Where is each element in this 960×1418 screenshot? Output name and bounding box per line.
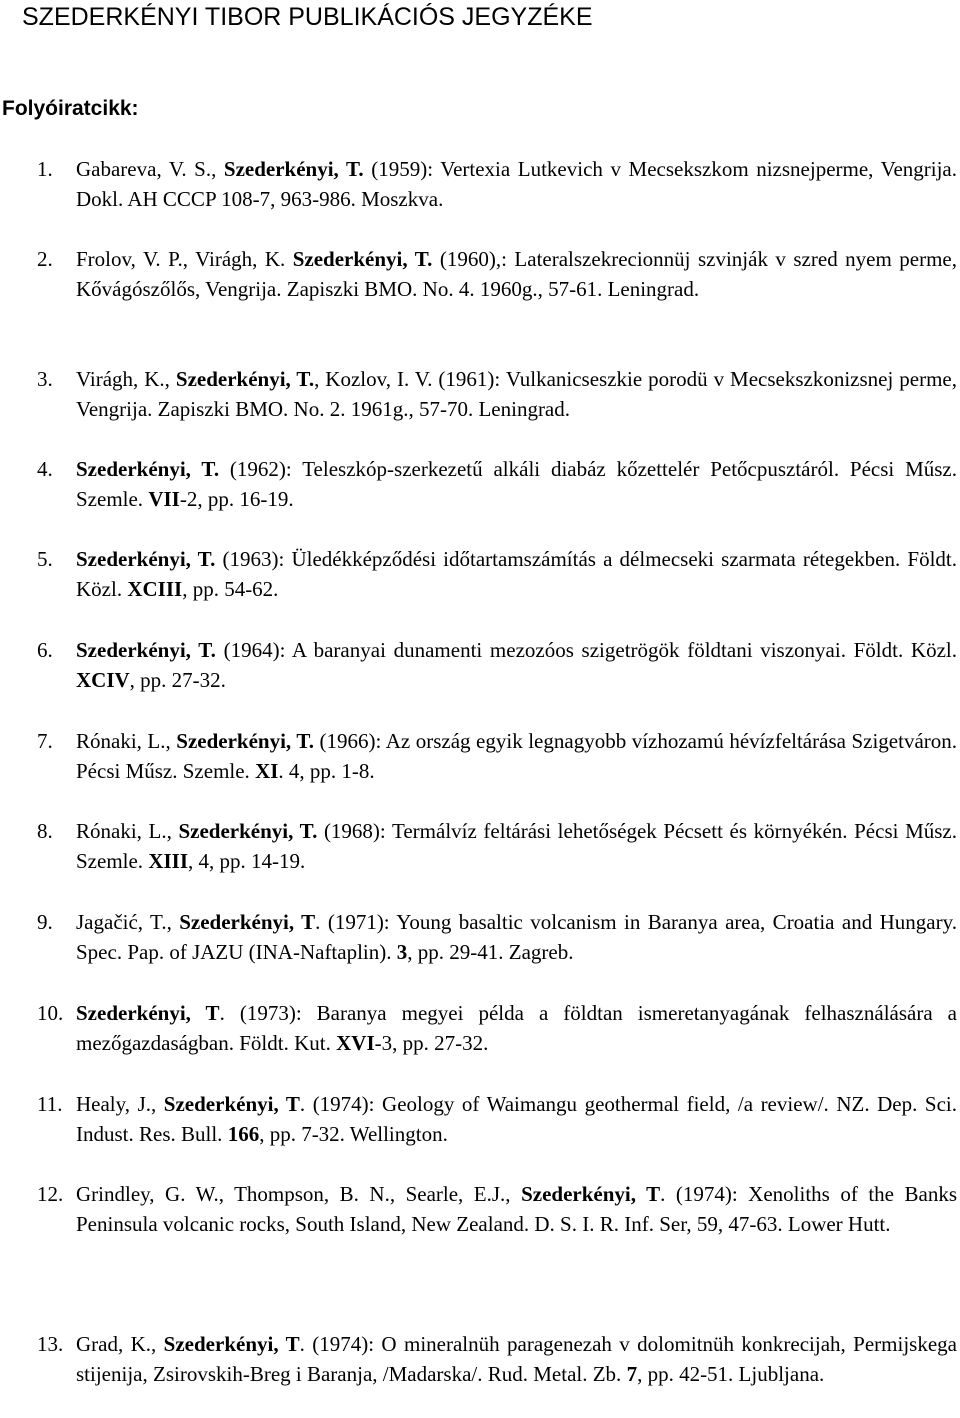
item-text: Virágh, K., Szederkényi, T., Kozlov, I. V. (1961): Vulkanicseszkie porodü v Mecsekszkonizsnej perme, Vengrija. Zapiszki BMO. No. 2. 1961g., 57-70. Leningrad. xyxy=(76,367,958,421)
bold-text: Szederkényi, T xyxy=(521,1182,661,1206)
section-heading: Folyóiratcikk: xyxy=(2,97,139,120)
bold-text: Szederkényi, T xyxy=(76,1001,220,1025)
item-text: Frolov, V. P., Virágh, K. Szederkényi, T. (1960),: Lateralszekrecionnüj szvinják v szred nyem perme, Kővágószőlős, Vengrija. Zapiszki BMO. No. 4. 1960g., 57-61. Leningrad. xyxy=(76,247,957,301)
bold-text: Szederkényi, T. xyxy=(76,638,216,662)
item-number: 2. xyxy=(37,247,53,271)
bold-text: Szederkényi, T xyxy=(163,1092,300,1116)
bold-text: XIII xyxy=(148,849,188,873)
bold-text: Szederkényi, T. xyxy=(76,457,220,481)
bold-text: XCIII xyxy=(127,577,183,601)
item-number: 9. xyxy=(37,910,53,934)
item-text: Szederkényi, T. (1964): A baranyai dunamenti mezozóos szigetrögök földtani viszonyai. Földt. Közl. XCIV, pp. 27-32. xyxy=(76,638,957,692)
bold-text: Szederkényi, T. xyxy=(178,819,318,843)
item-number: 1. xyxy=(37,157,53,181)
item-text: Rónaki, L., Szederkényi, T. (1966): Az ország egyik legnagyobb vízhozamú hévízfeltárása Szigetváron. Pécsi Műsz. Szemle. XI. 4, pp. 1-8. xyxy=(76,729,958,783)
bold-text: 7 xyxy=(626,1362,638,1386)
bold-text: Szederkényi, T. xyxy=(176,729,315,753)
list-item xyxy=(37,454,957,514)
item-number: 13. xyxy=(37,1332,64,1356)
item-text: Grad, K., Szederkényi, T. (1974): O mineralnüh paragenezah v dolomitnüh konkrecijah, Permijskega stijenija, Zsirovskih-Breg i Baranja, /Madarska/. Rud. Metal. Zb. 7, pp. 42-51. Ljubljana. xyxy=(76,1332,957,1386)
item-number: 3. xyxy=(37,367,53,391)
list-item xyxy=(37,244,957,304)
list-item xyxy=(37,726,957,786)
bold-text: XCIV xyxy=(76,668,130,692)
item-text: Grindley, G. W., Thompson, B. N., Searle, E.J., Szederkényi, T. (1974): Xenoliths of the Banks Peninsula volcanic rocks, South Island, New Zealand. D. S. I. R. Inf. Ser, 59, 47-63. Lower Hutt. xyxy=(76,1182,957,1236)
list-item xyxy=(37,1089,957,1149)
list-item xyxy=(37,1329,957,1389)
item-text: Gabareva, V. S., Szederkényi, T. (1959): Vertexia Lutkevich v Mecsekszkom nizsnejperme, Vengrija. Dokl. AH CCCP 108-7, 963-986. Moszkva. xyxy=(76,157,957,211)
item-number: 12. xyxy=(37,1182,64,1206)
bold-text: Szederkényi, T. xyxy=(76,547,216,571)
item-text: Rónaki, L., Szederkényi, T. (1968): Termálvíz feltárási lehetőségek Pécsett és környékén. Pécsi Műsz. Szemle. XIII, 4, pp. 14-19. xyxy=(76,819,957,873)
bold-text: VII xyxy=(148,487,180,511)
bold-text: Szederkényi, T. xyxy=(223,157,364,181)
page-title: SZEDERKÉNYI TIBOR PUBLIKÁCIÓS JEGYZÉKE xyxy=(22,3,593,31)
list-item xyxy=(37,1179,957,1239)
list-item xyxy=(37,154,957,214)
list-item xyxy=(37,364,957,424)
item-number: 10. xyxy=(37,1001,64,1025)
list-item xyxy=(37,907,957,967)
item-text: Szederkényi, T. (1973): Baranya megyei példa a földtan ismeretanyagának felhasználására a mezőgazdaságban. Földt. Kut. XVI-3, pp. 27-32. xyxy=(76,1001,957,1055)
bold-text: Szederkényi, T. xyxy=(175,367,315,391)
item-number: 5. xyxy=(37,547,53,571)
item-number: 11. xyxy=(37,1092,63,1116)
item-text: Szederkényi, T. (1963): Üledékképződési időtartamszámítás a délmecseki szarmata rétegekben. Földt. Közl. XCIII, pp. 54-62. xyxy=(76,547,957,601)
bold-text: Szederkényi, T. xyxy=(292,247,433,271)
bold-text: 3 xyxy=(396,940,408,964)
item-text: Healy, J., Szederkényi, T. (1974): Geology of Waimangu geothermal field, /a review/. NZ. Dep. Sci. Indust. Res. Bull. 166, pp. 7-32. Wellington. xyxy=(76,1092,957,1146)
bold-text: Szederkényi, T xyxy=(163,1332,300,1356)
list-item xyxy=(37,816,957,876)
item-text: Szederkényi, T. (1962): Teleszkóp-szerkezetű alkáli diabáz kőzettelér Petőcpusztáról. Pécsi Műsz. Szemle. VII-2, pp. 16-19. xyxy=(76,457,958,511)
bold-text: 166 xyxy=(227,1122,260,1146)
item-number: 4. xyxy=(37,457,53,481)
item-number: 6. xyxy=(37,638,53,662)
list-item xyxy=(37,635,957,695)
list-item xyxy=(37,544,957,604)
list-item xyxy=(37,998,957,1058)
item-number: 7. xyxy=(37,729,53,753)
bold-text: XVI xyxy=(336,1031,375,1055)
bold-text: XI xyxy=(255,759,279,783)
item-number: 8. xyxy=(37,819,53,843)
bold-text: Szederkényi, T xyxy=(179,910,316,934)
item-text: Jagačić, T., Szederkényi, T. (1971): Young basaltic volcanism in Baranya area, Croatia and Hungary. Spec. Pap. of JAZU (INA-Naftaplin). 3, pp. 29-41. Zagreb. xyxy=(76,910,957,964)
